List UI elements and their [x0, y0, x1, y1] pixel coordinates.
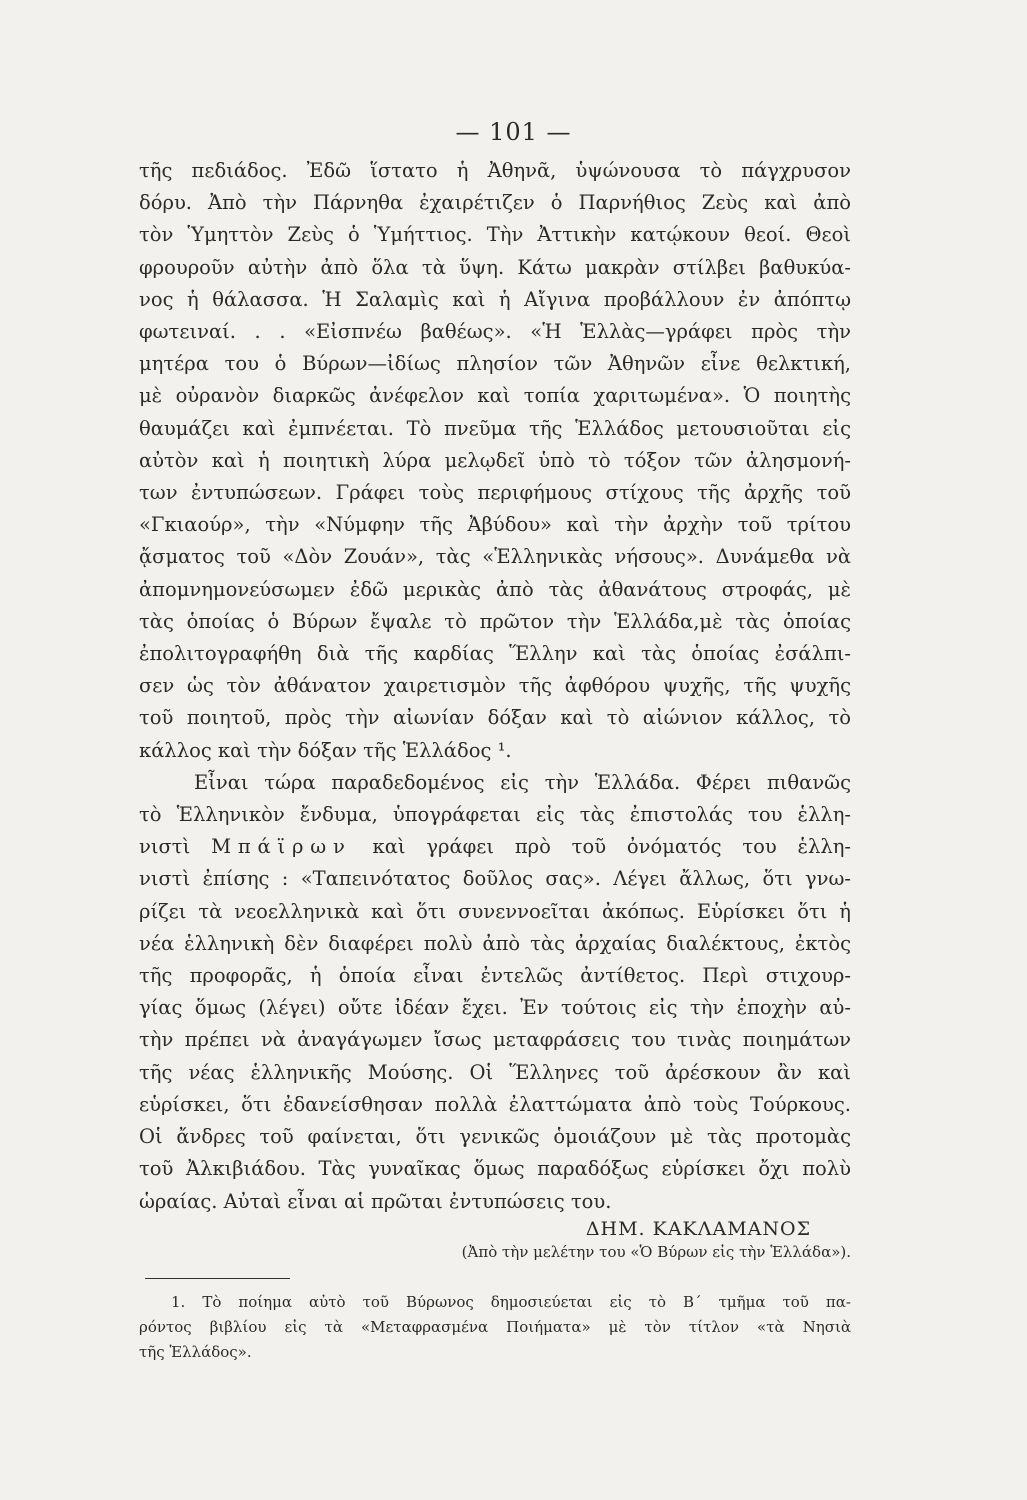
page-number: — 101 —: [455, 118, 572, 146]
footnote-line: ρόντος βιβλίου εἰς τὰ «Μεταφρασμένα Ποιήματα» μὲ τὸν τίτλον «τὰ Νησιὰ: [139, 1318, 851, 1336]
footnote-line: 1. Τὸ ποίημα αὐτὸ τοῦ Βύρωνος δημοσιεύεται εἰς τὸ Β΄ τμῆμα τοῦ πα-: [171, 1293, 851, 1311]
text-line: μητέρα του ὁ Βύρων—ἰδίως πλησίον τῶν Ἀθηνῶν εἶνε θελκτική,: [139, 352, 851, 376]
text-line: γίας ὅμως (λέγει) οὔτε ἰδέαν ἔχει. Ἐν τούτοις εἰς τὴν ἐποχὴν αὐ-: [139, 996, 851, 1020]
text-line: φρουροῦν αὐτὴν ἀπὸ ὅλα τὰ ὕψη. Κάτω μακρὰν στίλβει βαθυκύα-: [139, 255, 851, 279]
text-line: νος ἡ θάλασσα. Ἡ Σαλαμὶς καὶ ἡ Αἴγινα προβάλλουν ἐν ἀπόπτῳ: [139, 287, 851, 311]
text-line: νιστὶ ἐπίσης : «Ταπεινότατος δοῦλος σας». Λέγει ἄλλως, ὅτι γνω-: [139, 867, 851, 891]
text-fragment: νιστὶ: [139, 835, 191, 859]
text-line-with-name: [139, 831, 851, 863]
text-line: ρίζει τὰ νεοελληνικὰ καὶ ὅτι συνεννοεῖται ἀκόπως. Εὑρίσκει ὅτι ἡ: [139, 899, 851, 923]
text-line: εὑρίσκει, ὅτι ἐδανείσθησαν πολλὰ ἐλαττώματα ἀπὸ τοὺς Τούρκους.: [139, 1092, 851, 1116]
body-text: [139, 155, 851, 1218]
text-line: κάλλος καὶ τὴν δόξαν τῆς Ἑλλάδος ¹.: [139, 738, 512, 762]
text-line: τὸν Ὑμηττὸν Ζεὺς ὁ Ὑμήττιος. Τὴν Ἀττικὴν κατῴκουν θεοί. Θεοὶ: [139, 223, 851, 247]
text-line: τῆς νέας ἑλληνικῆς Μούσης. Οἱ Ἕλληνες τοῦ ἀρέσκουν ἂν καὶ: [139, 1060, 851, 1084]
text-fragment: καὶ γράφει πρὸ τοῦ ὀνόματός του ἑλλη-: [372, 835, 851, 859]
text-line: δόρυ. Ἀπὸ τὴν Πάρνηθα ἐχαιρέτιζεν ὁ Παρνήθιος Ζεὺς καὶ ἀπὸ: [139, 191, 851, 215]
footnote-line: τῆς Ἑλλάδος».: [139, 1343, 252, 1361]
footnote-divider: [145, 1278, 290, 1279]
text-line: ἀπομνημονεύσωμεν ἐδῶ μερικὰς ἀπὸ τὰς ἀθανάτους στροφάς, μὲ: [139, 577, 851, 601]
text-line: σεν ὡς τὸν ἀθάνατον χαιρετισμὸν τῆς ἀφθόρου ψυχῆς, τῆς ψυχῆς: [139, 674, 851, 698]
text-line: τὴν πρέπει νὰ ἀναγάγωμεν ἴσως μεταφράσεις του τινὰς ποιημάτων: [139, 1028, 851, 1052]
text-line: τοῦ Ἀλκιβιάδου. Τὰς γυναῖκας ὅμως παραδόξως εὑρίσκει ὄχι πολὺ: [139, 1157, 851, 1181]
text-line: ἐπολιτογραφήθη διὰ τῆς καρδίας Ἕλλην καὶ τὰς ὁποίας ἐσάλπι-: [139, 642, 851, 666]
text-line: θαυμάζει καὶ ἐμπνέεται. Τὸ πνεῦμα τῆς Ἑλλάδος μετουσιοῦται εἰς: [139, 416, 851, 440]
text-line: μὲ οὐρανὸν διαρκῶς ἀνέφελον καὶ τοπία χαριτωμένα». Ὁ ποιητὴς: [139, 384, 851, 408]
author-signature: ΔΗΜ. ΚΑΚΛΑΜΑΝΟΣ: [585, 1218, 811, 1240]
text-line: φωτειναί. . . «Εἰσπνέω βαθέως». «Ἡ Ἑλλὰς—γράφει πρὸς τὴν: [139, 320, 851, 344]
text-line: ὡραίας. Αὐταὶ εἶναι αἱ πρῶται ἐντυπώσεις του.: [139, 1189, 612, 1213]
text-line: ᾄσματος τοῦ «Δὸν Ζουάν», τὰς «Ἑλληνικὰς νήσους». Δυνάμεθα νὰ: [139, 545, 851, 569]
text-line: Οἱ ἄνδρες τοῦ φαίνεται, ὅτι γενικῶς ὁμοιάζουν μὲ τὰς προτομὰς: [139, 1125, 851, 1149]
footnote: [139, 1290, 851, 1365]
text-line: τὰς ὁποίας ὁ Βύρων ἔψαλε τὸ πρῶτον τὴν Ἑλλάδα,μὲ τὰς ὁποίας: [139, 609, 851, 633]
text-line: τῆς πεδιάδος. Ἐδῶ ἵστατο ἡ Ἀθηνᾶ, ὑψώνουσα τὸ πάγχρυσον: [139, 159, 851, 182]
text-line: αὐτὸν καὶ ἡ ποιητικὴ λύρα μελῳδεῖ ὑπὸ τὸ τόξον τῶν ἀλησμονή-: [139, 448, 851, 472]
text-line: τὸ Ἑλληνικὸν ἔνδυμα, ὑπογράφεται εἰς τὰς ἐπιστολάς του ἑλλη-: [139, 803, 851, 827]
text-line: των ἐντυπώσεων. Γράφει τοὺς περιφήμους στίχους τῆς ἀρχῆς τοῦ: [139, 481, 851, 505]
text-line: νέα ἑλληνικὴ δὲν διαφέρει πολὺ ἀπὸ τὰς ἀρχαίας διαλέκτους, ἐκτὸς: [139, 931, 851, 955]
text-line: τοῦ ποιητοῦ, πρὸς τὴν αἰωνίαν δόξαν καὶ τὸ αἰώνιον κάλλος, τὸ: [139, 706, 851, 730]
source-citation: (Ἀπὸ τὴν μελέτην του «Ὁ Βύρων εἰς τὴν Ἑλλάδα»).: [461, 1243, 851, 1261]
text-line: «Γκιαούρ», τὴν «Νύμφην τῆς Ἀβύδου» καὶ τὴν ἀρχὴν τοῦ τρίτου: [139, 513, 851, 537]
text-line: τῆς προφορᾶς, ἡ ὁποία εἶναι ἐντελῶς ἀντίθετος. Περὶ στιχουρ-: [139, 964, 851, 988]
paragraph-start-line: Εἶναι τώρα παραδεδομένος εἰς τὴν Ἑλλάδα. Φέρει πιθανῶς: [194, 770, 851, 794]
spaced-name: Μπάϊρων: [211, 835, 352, 859]
